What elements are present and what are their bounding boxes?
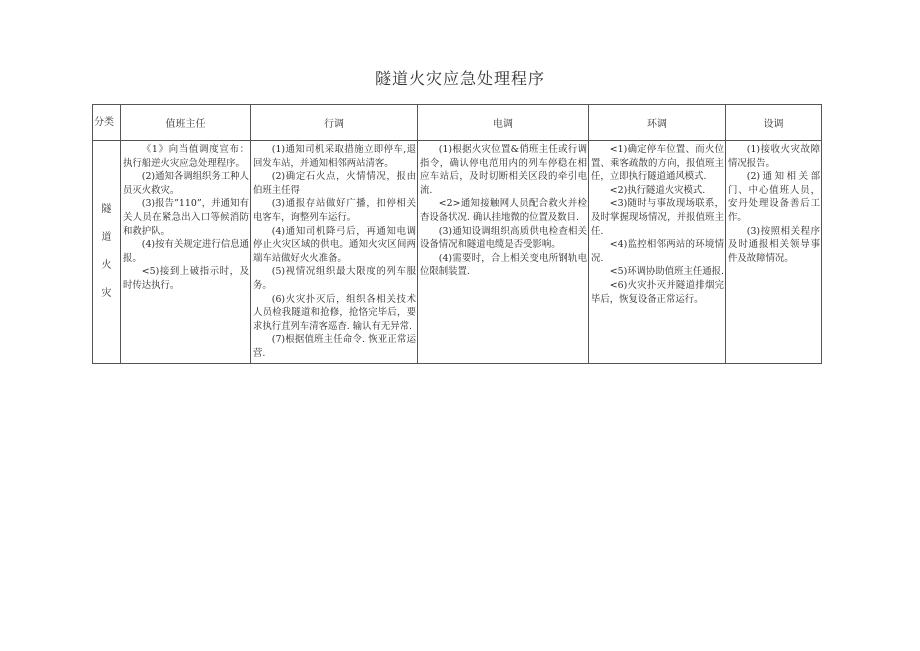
table-header-row xyxy=(93,105,822,141)
power-dispatch-step: (3)通知设调组织高质供电检查相关设备情况和隧道电缆是否受影响。 xyxy=(420,225,587,251)
header-env-dispatch: 环调 xyxy=(589,105,726,141)
power-dispatch-step: <2>通知接触网人员配合救火并检杳设备状况. 确认挂地微的位置及数目. xyxy=(420,198,587,223)
duty-chief-step: (3)报告”110”，并通知有关人员在紧急出入口等候消防和救护队。 xyxy=(123,198,249,237)
env-dispatch-cell xyxy=(589,141,726,364)
power-dispatch-step: (1)根据火灾位置&俏班主任或行调指令，确认停电范用内的列车停稳在相应车站后，及时切断相关区段的牵引电流. xyxy=(420,144,587,196)
procedure-table xyxy=(92,104,822,364)
duty-chief-step: <5)接到上破指示时，及时传达执行。 xyxy=(123,266,249,291)
duty-chief-cell xyxy=(121,141,251,364)
env-dispatch-step: <6)火灾扑灭并隧道排烟完毕后，恢复设备正常运行。 xyxy=(591,279,724,305)
header-power-dispatch: 电调 xyxy=(418,105,589,141)
env-dispatch-step: <1)确定停车位置、而火位置、乘客疏散的方向，报值班主任，立即执行隧道通风模式. xyxy=(591,144,724,183)
category-char: 灾 xyxy=(101,287,112,299)
header-duty-chief: 值班主任 xyxy=(121,105,251,141)
duty-chief-step: 《1》向当值调度宣布：执行船逆火灾应急处理程序。 xyxy=(123,144,249,169)
train-dispatch-step: (6)火灾扑灭后，组织各相关技术人员检我隧道和抢修，抢恪完毕后，要求执行苴列车清客巡杳. 输认有无异常. xyxy=(253,293,416,332)
power-dispatch-step: (4)需要时，合上相关变电所钢轨电位限制装置. xyxy=(420,252,587,278)
env-dispatch-step: <2)执行隧道火灾模式. xyxy=(609,184,706,196)
duty-chief-step: (2)通知各调组织务工种人员灭火救灾。 xyxy=(123,171,249,196)
env-dispatch-step: <3)随时与事故现场联系，及时掌握现场情况，并报值班主任. xyxy=(591,198,724,237)
env-dispatch-step: <4)监控相邻两站的环境情况. xyxy=(591,239,724,264)
train-dispatch-step: (4)通知司机降弓后，再通知电调停止火灾区域的供电。通知火灾区间两端车站做好火火准备。 xyxy=(253,225,416,264)
header-equip-dispatch: 设调 xyxy=(726,105,822,141)
train-dispatch-step: (3)通报存站做好广播，扣停相关电客车，询整列车运行。 xyxy=(253,198,416,223)
category-cell xyxy=(93,141,121,364)
train-dispatch-step: (1)通知司机采取措施立即停车,退回发车站，并通知相邻两站清客。 xyxy=(253,144,416,169)
train-dispatch-step: (5)视情况组织最大限度的列车服务。 xyxy=(253,266,416,291)
train-dispatch-step: (2)确定石火点，火情情况，报由伯班主任得 xyxy=(253,171,416,196)
equip-dispatch-step: (2)通知相关部门、中心值班人员，安丹处理设备善后工作。 xyxy=(728,171,820,223)
power-dispatch-cell xyxy=(418,141,589,364)
category-char: 火 xyxy=(101,259,112,271)
duty-chief-step: (4)按有关规定进行信息通报。 xyxy=(123,239,249,264)
header-category: 分类 xyxy=(93,105,121,141)
table-row xyxy=(93,141,822,364)
equip-dispatch-step: (3)按照相关程序及时通报相关领导事件及故障情况。 xyxy=(728,225,820,264)
category-char: 隧 xyxy=(101,203,112,215)
equip-dispatch-cell xyxy=(726,141,822,364)
header-train-dispatch: 行调 xyxy=(251,105,418,141)
env-dispatch-step: <5)环调协助值班主任通报. xyxy=(609,266,725,278)
category-char: 道 xyxy=(101,231,112,243)
equip-dispatch-step: (1)接收火灾故障情况报告。 xyxy=(728,144,820,169)
train-dispatch-step: (7)根据值班主任命令. 恢亚正常运营. xyxy=(253,334,416,359)
train-dispatch-cell xyxy=(251,141,418,364)
page-title: 隧道火灾应急处理程序 xyxy=(374,69,545,88)
